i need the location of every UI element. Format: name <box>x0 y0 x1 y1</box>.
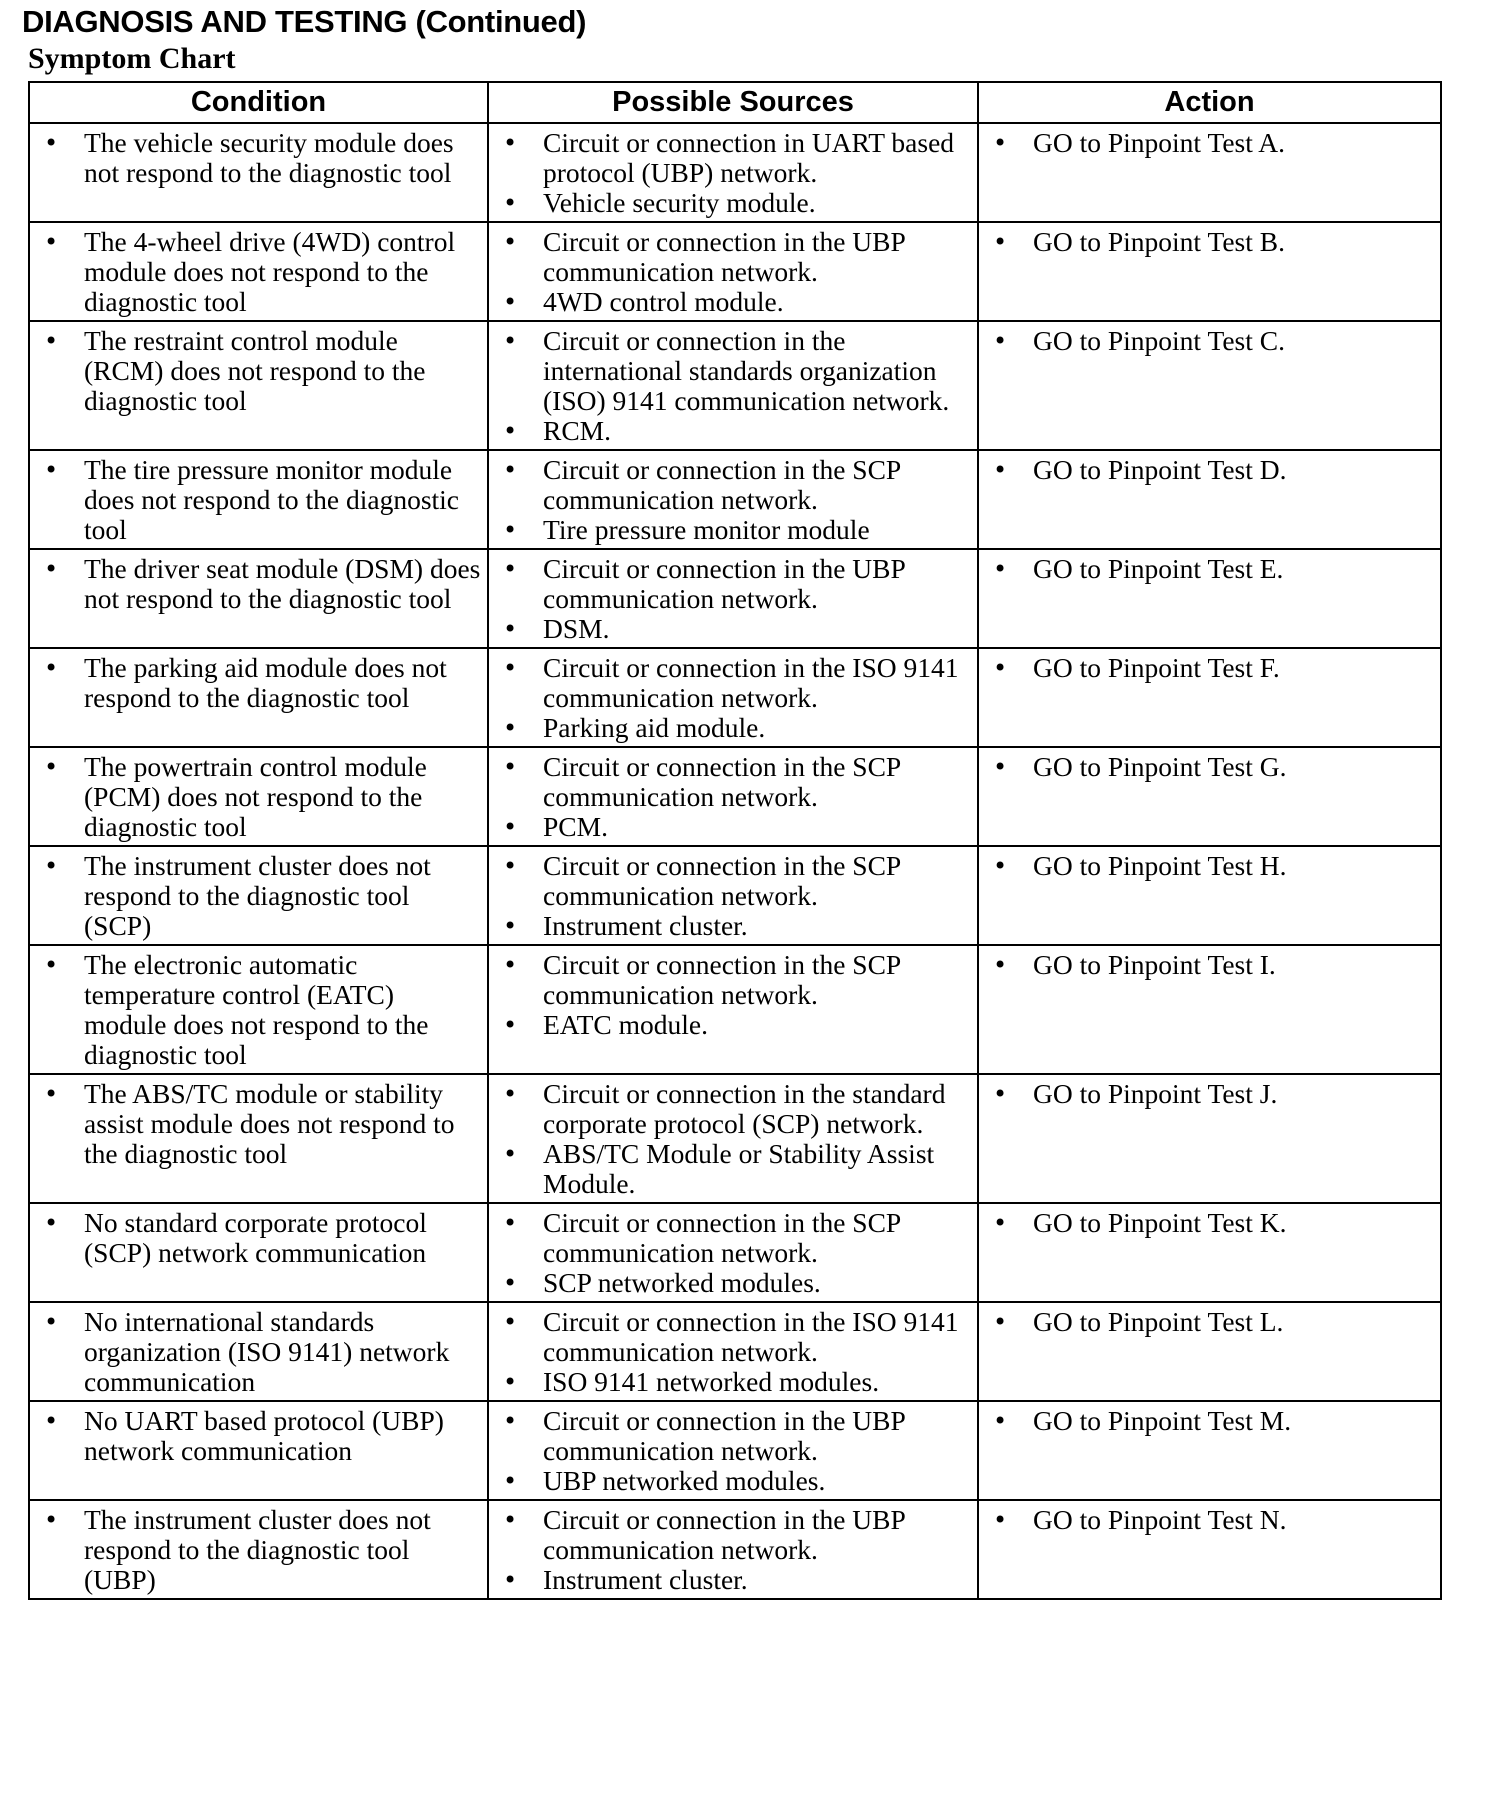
condition-cell-list <box>36 950 481 1070</box>
bullet-item: • No standard corporate protocol (SCP) network communication <box>36 1208 481 1268</box>
bullet-item: • ISO 9141 networked modules. <box>495 1367 971 1397</box>
condition-cell-list <box>36 1079 481 1169</box>
bullet-item: • RCM. <box>495 416 971 446</box>
action-cell <box>978 846 1441 945</box>
chart-title: Symptom Chart <box>28 42 236 75</box>
table-row <box>29 123 1441 222</box>
possible-sources-cell <box>488 648 978 747</box>
possible-sources-cell-list <box>495 1307 971 1397</box>
possible-sources-cell-list <box>495 851 971 941</box>
table-row <box>29 1203 1441 1302</box>
bullet-item: • GO to Pinpoint Test B. <box>985 227 1434 257</box>
possible-sources-cell <box>488 1074 978 1203</box>
section-title: DIAGNOSIS AND TESTING (Continued) <box>22 4 587 39</box>
action-header: Action <box>978 82 1441 123</box>
bullet-item: • The powertrain control module (PCM) does not respond to the diagnostic tool <box>36 752 481 842</box>
possible-sources-cell-list <box>495 455 971 545</box>
bullet-item: • Circuit or connection in the SCP communication network. <box>495 950 971 1010</box>
possible-sources-cell <box>488 549 978 648</box>
bullet-item: • EATC module. <box>495 1010 971 1040</box>
possible-sources-cell <box>488 222 978 321</box>
bullet-item: • Parking aid module. <box>495 713 971 743</box>
action-cell <box>978 1401 1441 1500</box>
bullet-item: • No international standards organization (ISO 9141) network communication <box>36 1307 481 1397</box>
bullet-item: • GO to Pinpoint Test H. <box>985 851 1434 881</box>
condition-cell <box>29 450 488 549</box>
bullet-item: • Circuit or connection in the UBP communication network. <box>495 1505 971 1565</box>
possible-sources-cell-list <box>495 554 971 644</box>
table-row <box>29 648 1441 747</box>
possible-sources-cell <box>488 945 978 1074</box>
condition-cell <box>29 549 488 648</box>
action-cell <box>978 1500 1441 1599</box>
possible-sources-cell <box>488 123 978 222</box>
bullet-item: • The vehicle security module does not respond to the diagnostic tool <box>36 128 481 188</box>
bullet-item: • Circuit or connection in the SCP communication network. <box>495 752 971 812</box>
bullet-item: • No UART based protocol (UBP) network communication <box>36 1406 481 1466</box>
bullet-item: • Circuit or connection in the UBP communication network. <box>495 227 971 287</box>
condition-cell-list <box>36 653 481 713</box>
condition-cell-list <box>36 1505 481 1595</box>
condition-cell-list <box>36 851 481 941</box>
bullet-item: • 4WD control module. <box>495 287 971 317</box>
bullet-item: • Vehicle security module. <box>495 188 971 218</box>
table-row <box>29 1500 1441 1599</box>
bullet-item: • The tire pressure monitor module does not respond to the diagnostic tool <box>36 455 481 545</box>
bullet-item: • Circuit or connection in the UBP communication network. <box>495 554 971 614</box>
bullet-item: • GO to Pinpoint Test N. <box>985 1505 1434 1535</box>
action-cell-list <box>985 227 1434 257</box>
action-cell-list <box>985 1406 1434 1436</box>
bullet-item: • Circuit or connection in the SCP communication network. <box>495 851 971 911</box>
condition-cell <box>29 945 488 1074</box>
action-cell <box>978 123 1441 222</box>
bullet-item: • GO to Pinpoint Test E. <box>985 554 1434 584</box>
possible-sources-cell <box>488 747 978 846</box>
table-row <box>29 321 1441 450</box>
condition-cell-list <box>36 128 481 188</box>
action-cell <box>978 747 1441 846</box>
possible-sources-cell-list <box>495 1208 971 1298</box>
bullet-item: • Circuit or connection in the standard corporate protocol (SCP) network. <box>495 1079 971 1139</box>
condition-cell-list <box>36 752 481 842</box>
condition-cell-list <box>36 227 481 317</box>
action-cell <box>978 648 1441 747</box>
bullet-item: • Circuit or connection in the ISO 9141 communication network. <box>495 653 971 713</box>
action-cell-list <box>985 1307 1434 1337</box>
condition-cell <box>29 747 488 846</box>
action-cell-list <box>985 554 1434 584</box>
bullet-item: • The ABS/TC module or stability assist module does not respond to the diagnostic tool <box>36 1079 481 1169</box>
action-cell-list <box>985 1208 1434 1238</box>
table-row <box>29 945 1441 1074</box>
condition-cell <box>29 1074 488 1203</box>
bullet-item: • Instrument cluster. <box>495 911 971 941</box>
bullet-item: • PCM. <box>495 812 971 842</box>
bullet-item: • Circuit or connection in the SCP communication network. <box>495 1208 971 1268</box>
action-cell-list <box>985 1079 1434 1109</box>
possible-sources-cell <box>488 846 978 945</box>
possible-sources-cell <box>488 1500 978 1599</box>
bullet-item: • GO to Pinpoint Test I. <box>985 950 1434 980</box>
table-row <box>29 747 1441 846</box>
condition-cell-list <box>36 554 481 614</box>
possible-sources-cell-list <box>495 1505 971 1595</box>
bullet-item: • GO to Pinpoint Test F. <box>985 653 1434 683</box>
possible-sources-cell-list <box>495 128 971 218</box>
action-cell <box>978 321 1441 450</box>
bullet-item: • The electronic automatic temperature control (EATC) module does not respond to the diagnostic tool <box>36 950 481 1070</box>
action-cell <box>978 945 1441 1074</box>
bullet-item: • GO to Pinpoint Test G. <box>985 752 1434 782</box>
bullet-item: • UBP networked modules. <box>495 1466 971 1496</box>
action-cell <box>978 1074 1441 1203</box>
bullet-item: • Circuit or connection in the ISO 9141 communication network. <box>495 1307 971 1367</box>
table-row <box>29 846 1441 945</box>
bullet-item: • GO to Pinpoint Test M. <box>985 1406 1434 1436</box>
condition-cell <box>29 1203 488 1302</box>
condition-cell <box>29 1500 488 1599</box>
possible-sources-header: Possible Sources <box>488 82 978 123</box>
bullet-item: • The instrument cluster does not respond to the diagnostic tool (SCP) <box>36 851 481 941</box>
possible-sources-cell-list <box>495 227 971 317</box>
condition-cell-list <box>36 455 481 545</box>
condition-cell-list <box>36 1307 481 1397</box>
symptom-chart-table <box>28 81 1442 1600</box>
condition-cell <box>29 846 488 945</box>
condition-cell <box>29 1401 488 1500</box>
action-cell <box>978 450 1441 549</box>
bullet-item: • Circuit or connection in the international standards organization (ISO) 9141 communication network. <box>495 326 971 416</box>
bullet-item: • The instrument cluster does not respond to the diagnostic tool (UBP) <box>36 1505 481 1595</box>
action-cell-list <box>985 752 1434 782</box>
action-cell-list <box>985 128 1434 158</box>
bullet-item: • Tire pressure monitor module <box>495 515 971 545</box>
possible-sources-cell <box>488 1302 978 1401</box>
bullet-item: • ABS/TC Module or Stability Assist Module. <box>495 1139 971 1199</box>
bullet-item: • DSM. <box>495 614 971 644</box>
table-body <box>29 123 1441 1599</box>
condition-cell-list <box>36 1406 481 1466</box>
possible-sources-cell <box>488 1203 978 1302</box>
action-cell-list <box>985 455 1434 485</box>
possible-sources-cell-list <box>495 752 971 842</box>
action-cell <box>978 222 1441 321</box>
table-header <box>29 82 1441 123</box>
bullet-item: • The 4-wheel drive (4WD) control module does not respond to the diagnostic tool <box>36 227 481 317</box>
table-row <box>29 549 1441 648</box>
table-row <box>29 222 1441 321</box>
bullet-item: • GO to Pinpoint Test J. <box>985 1079 1434 1109</box>
condition-cell <box>29 222 488 321</box>
table-row <box>29 1302 1441 1401</box>
condition-cell-list <box>36 326 481 416</box>
action-cell-list <box>985 653 1434 683</box>
action-cell <box>978 549 1441 648</box>
bullet-item: • Circuit or connection in the UBP communication network. <box>495 1406 971 1466</box>
possible-sources-cell <box>488 1401 978 1500</box>
bullet-item: • GO to Pinpoint Test L. <box>985 1307 1434 1337</box>
table-row <box>29 1074 1441 1203</box>
condition-cell-list <box>36 1208 481 1268</box>
condition-header: Condition <box>29 82 488 123</box>
bullet-item: • GO to Pinpoint Test K. <box>985 1208 1434 1238</box>
condition-cell <box>29 1302 488 1401</box>
action-cell <box>978 1203 1441 1302</box>
condition-cell <box>29 321 488 450</box>
action-cell-list <box>985 851 1434 881</box>
bullet-item: • GO to Pinpoint Test C. <box>985 326 1434 356</box>
bullet-item: • Circuit or connection in the SCP communication network. <box>495 455 971 515</box>
bullet-item: • The driver seat module (DSM) does not respond to the diagnostic tool <box>36 554 481 614</box>
condition-cell <box>29 648 488 747</box>
table-row <box>29 450 1441 549</box>
bullet-item: • The restraint control module (RCM) does not respond to the diagnostic tool <box>36 326 481 416</box>
bullet-item: • GO to Pinpoint Test A. <box>985 128 1434 158</box>
possible-sources-cell-list <box>495 1079 971 1199</box>
bullet-item: • The parking aid module does not respond to the diagnostic tool <box>36 653 481 713</box>
condition-cell <box>29 123 488 222</box>
possible-sources-cell-list <box>495 1406 971 1496</box>
possible-sources-cell-list <box>495 653 971 743</box>
possible-sources-cell <box>488 450 978 549</box>
bullet-item: • Instrument cluster. <box>495 1565 971 1595</box>
bullet-item: • Circuit or connection in UART based protocol (UBP) network. <box>495 128 971 188</box>
action-cell-list <box>985 326 1434 356</box>
action-cell <box>978 1302 1441 1401</box>
action-cell-list <box>985 950 1434 980</box>
possible-sources-cell <box>488 321 978 450</box>
header-row <box>29 82 1441 123</box>
action-cell-list <box>985 1505 1434 1535</box>
bullet-item: • SCP networked modules. <box>495 1268 971 1298</box>
possible-sources-cell-list <box>495 326 971 446</box>
possible-sources-cell-list <box>495 950 971 1040</box>
table-row <box>29 1401 1441 1500</box>
bullet-item: • GO to Pinpoint Test D. <box>985 455 1434 485</box>
